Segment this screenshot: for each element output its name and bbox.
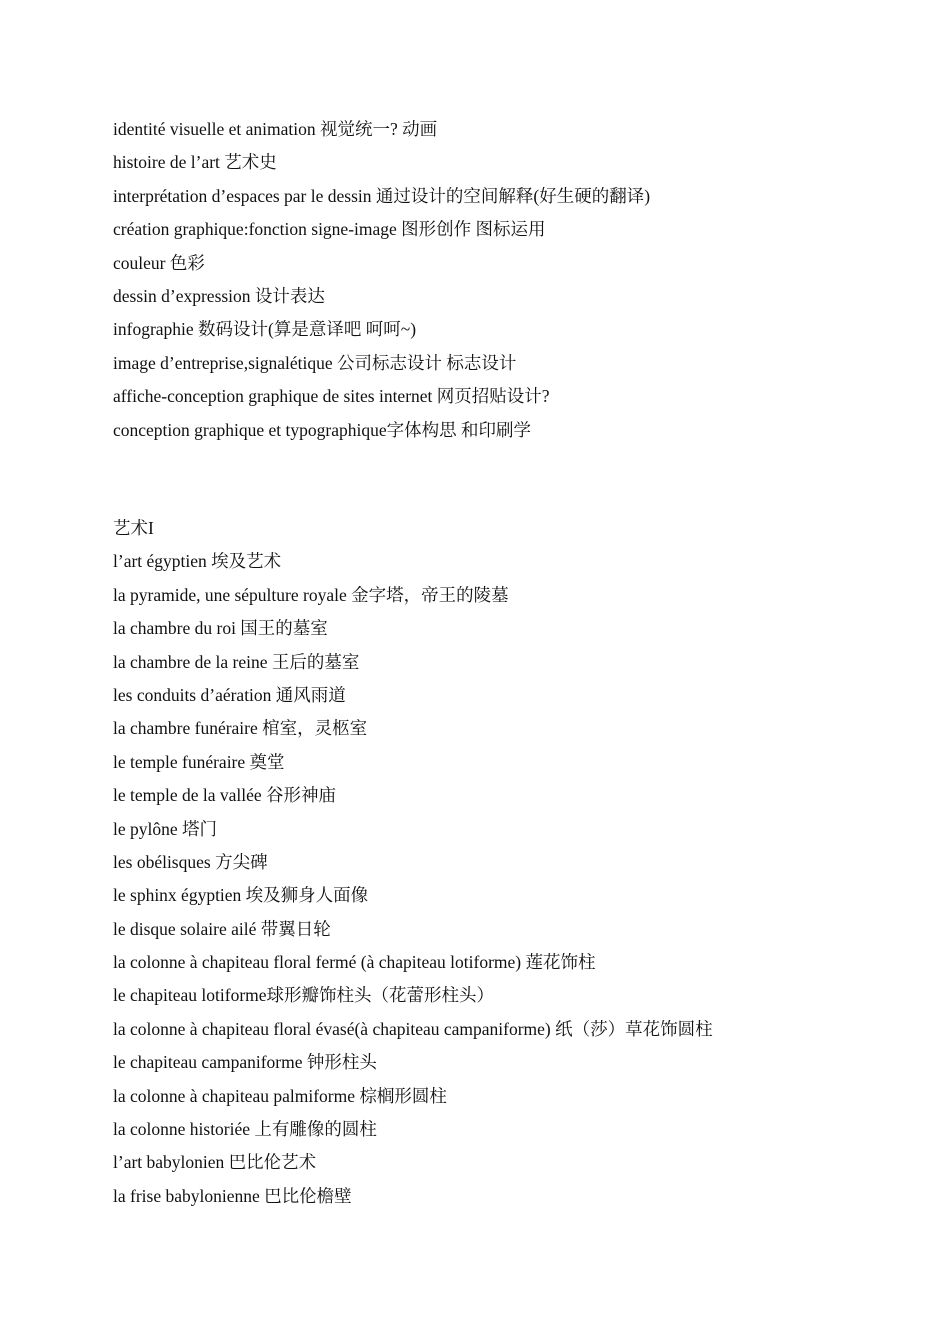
vocab-line: le temple de la vallée 谷形神庙 — [113, 785, 337, 806]
vocab-line: le chapiteau campaniforme 钟形柱头 — [113, 1052, 377, 1073]
vocab-line: la chambre funéraire 棺室，灵柩室 — [113, 718, 368, 739]
vocab-line: l’art égyptien 埃及艺术 — [113, 551, 282, 572]
vocab-line: la colonne à chapiteau floral fermé (à chapiteau lotiforme) 莲花饰柱 — [113, 952, 596, 973]
vocab-line: histoire de l’art 艺术史 — [113, 152, 277, 173]
vocab-line: affiche-conception graphique de sites internet 网页招贴设计? — [113, 386, 550, 407]
vocab-line: dessin d’expression 设计表达 — [113, 285, 325, 306]
vocab-line: interprétation d’espaces par le dessin 通过设计的空间解释(好生硬的翻译) — [113, 185, 651, 206]
vocab-line: les obélisques 方尖碑 — [113, 851, 268, 872]
vocabulary-list-art — [113, 515, 913, 1216]
vocab-line: image d’entreprise,signalétique 公司标志设计 标志设计 — [113, 352, 517, 373]
vocab-line: conception graphique et typographique字体构思 和印刷学 — [113, 419, 531, 440]
section-heading: 艺术I — [113, 518, 154, 538]
vocab-line: couleur 色彩 — [113, 252, 205, 273]
vocab-line: l’art babylonien 巴比伦艺术 — [113, 1152, 317, 1173]
vocabulary-list-design — [113, 116, 913, 450]
vocab-line: la chambre du roi 国王的墓室 — [113, 618, 328, 639]
vocab-line: identité visuelle et animation 视觉统一? 动画 — [113, 119, 438, 139]
vocab-line: le sphinx égyptien 埃及狮身人面像 — [113, 885, 369, 906]
vocab-line: le chapiteau lotiforme球形瓣饰柱头（花蕾形柱头） — [113, 985, 495, 1006]
vocab-line: la colonne à chapiteau palmiforme 棕榈形圆柱 — [113, 1085, 447, 1106]
vocab-line: le disque solaire ailé 带翼日轮 — [113, 918, 331, 939]
vocab-line: le temple funéraire 奠堂 — [113, 751, 285, 772]
vocab-line: la colonne historiée 上有雕像的圆柱 — [113, 1119, 377, 1140]
vocab-line: la pyramide, une sépulture royale 金字塔，帝王的陵墓 — [113, 584, 509, 605]
vocab-line: les conduits d’aération 通风雨道 — [113, 684, 346, 705]
vocab-line: la colonne à chapiteau floral évasé(à chapiteau campaniforme) 纸（莎）草花饰圆柱 — [113, 1018, 713, 1039]
vocab-line: le pylône 塔门 — [113, 818, 218, 839]
vocab-line: la frise babylonienne 巴比伦檐壁 — [113, 1185, 352, 1206]
vocab-line: création graphique:fonction signe-image 图形创作 图标运用 — [113, 219, 546, 240]
vocab-line: infographie 数码设计(算是意译吧 呵呵~) — [113, 319, 417, 340]
vocab-line: la chambre de la reine 王后的墓室 — [113, 651, 360, 672]
